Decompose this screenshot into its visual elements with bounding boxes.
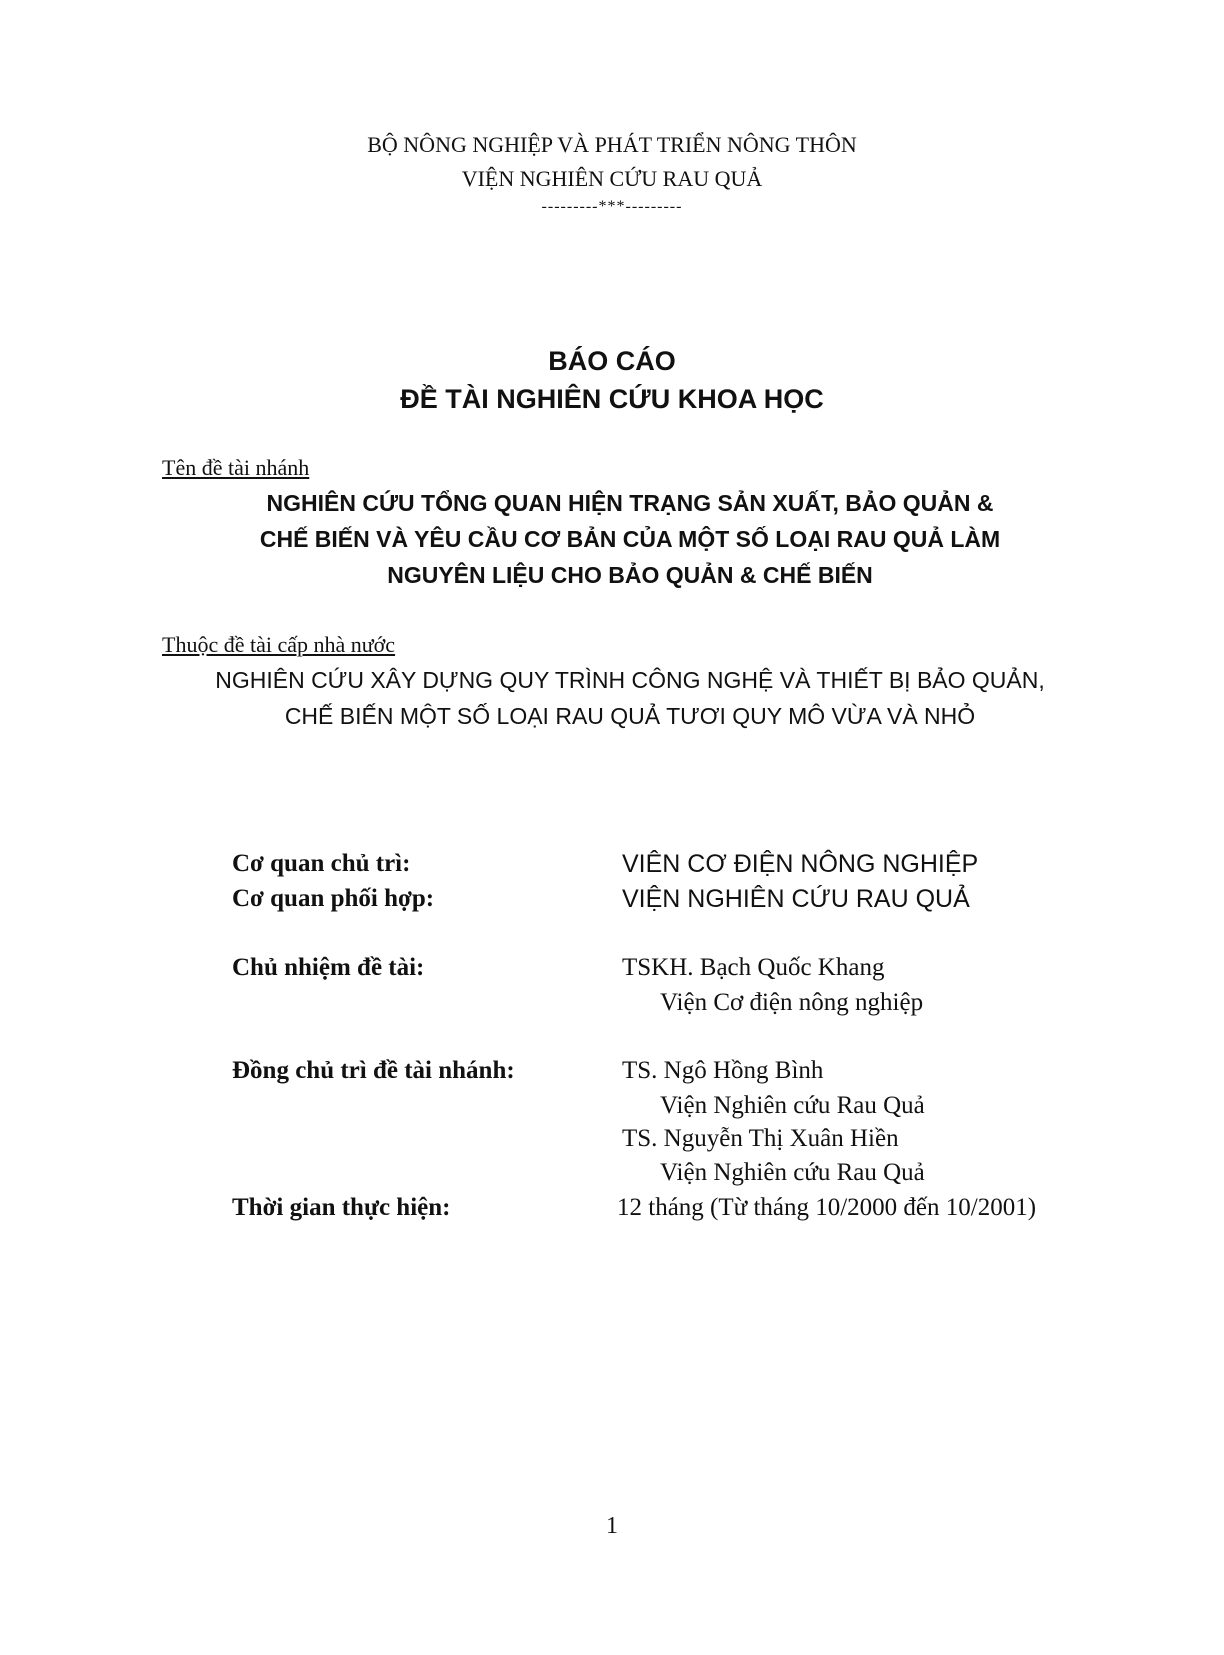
- page-number: 1: [606, 1513, 618, 1539]
- project-leader-org: Viện Cơ điện nông nghiệp: [660, 989, 924, 1016]
- institute-name: VIỆN NGHIÊN CỨU RAU QUẢ: [461, 166, 763, 191]
- report-title-line1: BÁO CÁO: [548, 346, 676, 376]
- project-leader-label: Chủ nhiệm đề tài:: [232, 954, 425, 981]
- header-separator: ---------***---------: [541, 198, 683, 215]
- document-header: [0, 128, 1224, 218]
- state-topic-title: [150, 662, 1110, 734]
- branch-topic-label: Tên đề tài nhánh: [162, 455, 310, 480]
- partner-agency-value: VIỆN NGHIÊN CỨU RAU QUẢ: [622, 885, 970, 913]
- co-leader-label: Đồng chủ trì đề tài nhánh:: [232, 1057, 515, 1084]
- host-agency-value: VIÊN CƠ ĐIỆN NÔNG NGHIỆP: [622, 850, 979, 878]
- report-title: [0, 342, 1224, 418]
- state-topic-line2: CHẾ BIẾN MỘT SỐ LOẠI RAU QUẢ TƯƠI QUY MÔ VỪA VÀ NHỎ: [284, 703, 976, 729]
- host-agency-label: Cơ quan chủ trì:: [232, 850, 411, 877]
- co-leader1-org: Viện Nghiên cứu Rau Quả: [660, 1092, 925, 1119]
- duration-label: Thời gian thực hiện:: [232, 1194, 451, 1221]
- co-leader2-name: TS. Nguyễn Thị Xuân Hiền: [622, 1125, 899, 1152]
- partner-agency-label: Cơ quan phối hợp:: [232, 885, 435, 912]
- branch-topic-line3: NGUYÊN LIỆU CHO BẢO QUẢN & CHẾ BIẾN: [387, 562, 873, 588]
- state-topic-label: Thuộc đề tài cấp nhà nước: [162, 632, 396, 657]
- ministry-name: BỘ NÔNG NGHIỆP VÀ PHÁT TRIỂN NÔNG THÔN: [367, 132, 857, 157]
- branch-topic-line2: CHẾ BIẾN VÀ YÊU CẦU CƠ BẢN CỦA MỘT SỐ LOẠI RAU QUẢ LÀM: [259, 526, 1001, 552]
- project-leader-name: TSKH. Bạch Quốc Khang: [622, 954, 885, 981]
- state-topic-line1: NGHIÊN CỨU XÂY DỰNG QUY TRÌNH CÔNG NGHỆ VÀ THIẾT BỊ BẢO QUẢN,: [215, 667, 1045, 693]
- co-leader1-name: TS. Ngô Hồng Bình: [622, 1057, 824, 1084]
- branch-topic-title: [150, 485, 1110, 593]
- report-title-line2: ĐỀ TÀI NGHIÊN CỨU KHOA HỌC: [400, 384, 824, 414]
- duration-value: 12 tháng (Từ tháng 10/2000 đến 10/2001): [617, 1194, 1037, 1221]
- branch-topic-line1: NGHIÊN CỨU TỔNG QUAN HIỆN TRẠNG SẢN XUẤT, BẢO QUẢN &: [266, 490, 994, 516]
- co-leader2-org: Viện Nghiên cứu Rau Quả: [660, 1159, 925, 1186]
